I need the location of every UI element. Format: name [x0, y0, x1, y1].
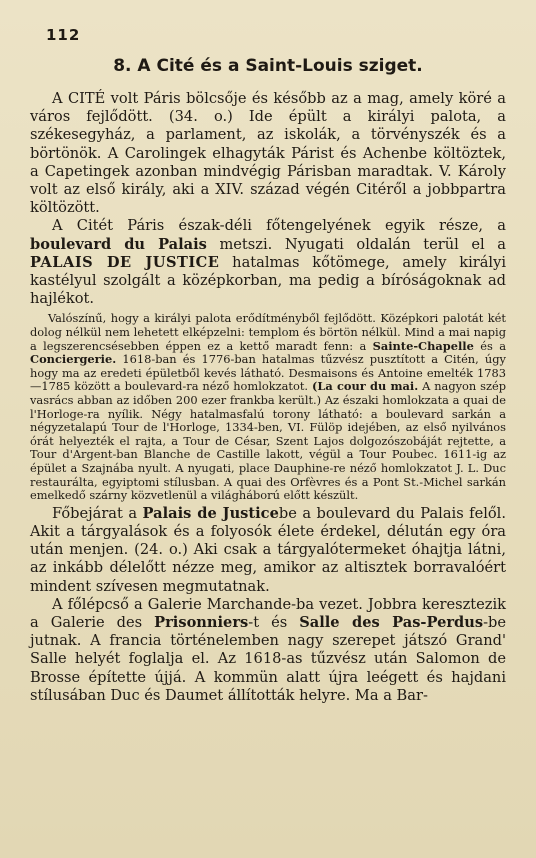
chapter-title: 8. A Cité és a Saint-Louis sziget. — [113, 56, 423, 76]
small-text-e: 1618-ban és 1776-ban hatalmas tűzvész pusztított a Citén, úgy hogy ma az eredeti épületből kevés látható. Desmaisons és Antoine emelték 1783—1785 között a boulevard-ra néző homlokzatot. — [30, 352, 506, 394]
paragraph-4 — [30, 596, 506, 705]
small-text-g: A nagyon szép vasrács abban az időben 200 ezer frankba került.) Az északi homlokzata a quai de l'Horloge-ra nyílik. Négy hatalmasfalú torony látható: a boulevard sarkán a négyzetalapú Tour de l'Horloge, 1334-ben, VI. Fülöp idejében, az első nyilvános órát helyezték el rajta, a Tour de César, Szent Lajos dolgozószobáját rejtette, a Tour d'Argent-ban Blanche de Castille lakott, végül a Tour Poubec. 1611-ig az épület a Szajnába nyult. A nyugati, place Dauphine-re néző homlokzatot J. L. Duc restaurálta, egyiptomi stílusban. A quai des Orfèvres és a Pont St.-Michel sarkán emelkedő szárny közvetlenül a világháború előtt készült. — [30, 379, 507, 503]
paragraph-3-text-c: be a boulevard du Palais felől. Akit a tárgyalások és a folyosók élete érdekel, délután egy óra után menjen. (24. o.) Aki csak a tárgyalótermeket óhajtja látni, az inkább délelőtt nézze meg, amikor az altisztek borravalóért mindent szívesen megmutatnak. — [30, 504, 506, 595]
paragraph-3-text-a: Főbejárat a — [52, 504, 143, 522]
page-number: 112 — [46, 26, 81, 44]
paragraph-2-text-e: hatalmas kőtömege, amely királyi kastélyul szolgált a középkorban, ma pedig a bíróságoknak ad hajlékot. — [30, 253, 506, 308]
paragraph-4-bold-prisonniers: Prisonniers — [154, 613, 249, 631]
small-text-a: Valószínű, hogy a királyi palota erődítményből fejlődött. Középkori palotát két dolog nélkül nem lehetett elképzelni: templom és börtön nélkül. Mind a mai napig a legszerencsésebben éppen ez a kettő maradt fenn: a — [30, 311, 506, 353]
paragraph-4-text-a: A főlépcső a Galerie Marchande-ba vezet. Jobbra keresztezik a Galerie des — [30, 595, 506, 631]
paragraph-4-text-e: -be jutnak. A francia történelemben nagy szerepet játszó Grand' Salle helyét foglalja el. Az 1618-as tűzvész után Salomon de Brosse építette újjá. A kommün alatt újra leégett és hajdani stílusában Duc és Daumet állították helyre. Ma a Bar- — [30, 613, 506, 704]
paragraph-3-bold-palais: Palais de Justice — [142, 504, 279, 522]
paragraph-2-text-c: metszi. Nyugati oldalán terül el a — [206, 235, 506, 253]
paragraph-2-bold-boulevard: boulevard du Palais — [30, 235, 207, 253]
paragraph-2-text-a: A Citét Páris észak-déli főtengelyének egyik része, a — [52, 217, 506, 235]
paragraph-3 — [30, 505, 506, 596]
paragraph-2 — [30, 217, 506, 308]
paragraph-4-bold-salle: Salle des Pas-Perdus — [299, 613, 484, 631]
small-bold-sainte-chapelle: Sainte-Chapelle — [372, 338, 474, 353]
paragraph-2-bold-palais: PALAIS DE JUSTICE — [30, 253, 220, 271]
small-print-paragraph — [30, 312, 506, 502]
paragraph-1: A CITÉ volt Páris bölcsője és később az a mag, amely köré a város fejlődött. (34. o.) Ide épült a királyi palota, a székesegyház, a parlament, az iskolák, a törvényszék és a börtönök. A Carolingek elhagyták Párist és Achenbe költöztek, a Capetingek azonban mindvégig Párisban maradtak. V. Károly volt az első király, aki a XIV. század végén Citéről a jobbpartra költözött. — [30, 90, 506, 217]
paragraph-4-text-c: -t és — [248, 613, 300, 631]
small-text-c: és a — [473, 338, 506, 353]
small-bold-conciergerie: Conciergerie. — [30, 352, 117, 367]
small-bold-cour-du-mai: (La cour du mai. — [311, 379, 419, 394]
